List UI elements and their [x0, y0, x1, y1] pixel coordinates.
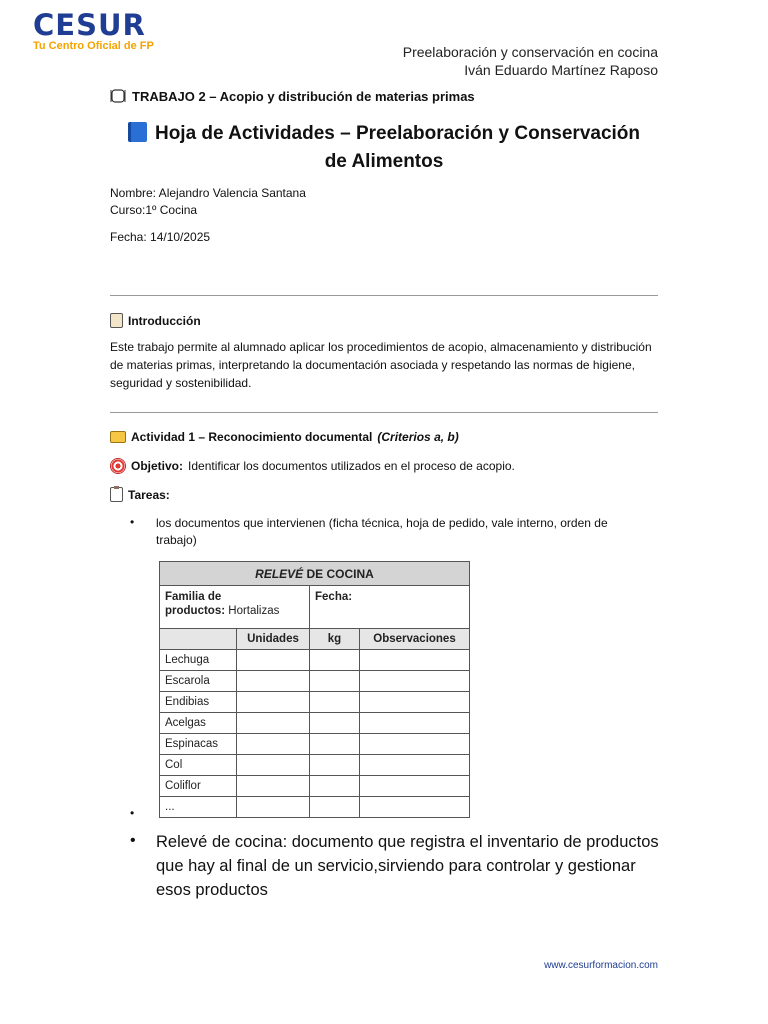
objective-label: Objetivo:: [131, 459, 184, 473]
objective-text: Identificar los documentos utilizados en el proceso de acopio.: [188, 459, 515, 473]
student-course: Curso:1º Cocina: [110, 203, 198, 217]
bullet-dot: •: [130, 515, 135, 529]
table-row: [160, 755, 470, 776]
plate-cutlery-icon: [110, 88, 126, 104]
tasks-label: Tareas:: [128, 487, 170, 502]
family-cell: [160, 586, 310, 629]
column-header: Unidades: [237, 629, 310, 650]
objective-line: [110, 458, 515, 474]
student-info: [110, 185, 306, 219]
scroll-icon: [110, 313, 123, 328]
row-label: Endibias: [160, 692, 237, 713]
table-row: [160, 797, 470, 818]
intro-heading: [110, 313, 201, 328]
trabajo-heading: [110, 88, 475, 104]
cesur-logo: [33, 10, 154, 52]
intro-paragraph: Este trabajo permite al alumnado aplicar los procedimientos de acopio, almacenamiento y distribución de materias primas, interpretando la documentación asociada y respetando las normas de higiene, seguridad y sostenibilidad.: [110, 340, 652, 390]
row-label: ...: [160, 797, 237, 818]
logo-main-text: CESUR: [33, 8, 146, 42]
activity-heading: [110, 430, 459, 444]
date-cell: [310, 586, 470, 629]
releve-table: [159, 561, 470, 818]
title-line-2: de Alimentos: [324, 151, 444, 172]
bullet-dot: •: [130, 806, 135, 820]
trabajo-title: TRABAJO 2 – Acopio y distribución de materias primas: [132, 88, 475, 104]
row-label: Escarola: [160, 671, 237, 692]
table-row: [160, 671, 470, 692]
folder-icon: [110, 431, 126, 443]
course-name: Preelaboración y conservación en cocina: [402, 44, 658, 60]
activity-criteria: (Criterios a, b): [377, 430, 459, 444]
clipboard-icon: [110, 487, 123, 502]
row-label: Espinacas: [160, 734, 237, 755]
footer-website[interactable]: www.cesurformacion.com: [544, 960, 658, 971]
student-name: Nombre: Alejandro Valencia Santana: [110, 186, 306, 200]
table-row: [160, 650, 470, 671]
author-name: Iván Eduardo Martínez Raposo: [464, 62, 658, 78]
page-title: [110, 120, 658, 176]
family-label-2: productos:: [165, 605, 226, 617]
column-header: Observaciones: [360, 629, 470, 650]
row-label: Lechuga: [160, 650, 237, 671]
title-line-1: Hoja de Actividades – Preelaboración y Conservación: [154, 123, 641, 144]
activity-title: Actividad 1 – Reconocimiento documental: [131, 430, 373, 444]
table-row: [160, 713, 470, 734]
row-label: Col: [160, 755, 237, 776]
bullet-dot: •: [130, 832, 136, 849]
divider: [110, 295, 658, 296]
table-row: [160, 734, 470, 755]
date: Fecha: 14/10/2025: [110, 230, 211, 244]
releve-definition: Relevé de cocina: documento que registra el inventario de productos que hay al final de un servicio,sirviendo para controlar y gestionar esos productos: [156, 833, 659, 899]
page-header: [403, 43, 658, 79]
blank-header: [160, 629, 237, 650]
table-title: [160, 562, 470, 586]
task-item: los documentos que intervienen (ficha técnica, hoja de pedido, vale interno, orden de trabajo): [156, 516, 608, 547]
tasks-heading: [110, 487, 170, 502]
column-header: kg: [310, 629, 360, 650]
table-row: [160, 692, 470, 713]
table-row: [160, 776, 470, 797]
target-icon: [110, 458, 126, 474]
table-date-label: Fecha:: [315, 591, 353, 603]
releve-table-image: [159, 561, 470, 815]
table-title-rest: DE COCINA: [303, 566, 374, 581]
family-label-1: Familia de: [165, 591, 222, 603]
logo-tagline: Tu Centro Oficial de FP: [33, 40, 154, 52]
table-title-italic: RELEVÉ: [255, 566, 304, 581]
row-label: Coliflor: [160, 776, 237, 797]
row-label: Acelgas: [160, 713, 237, 734]
divider: [110, 412, 658, 413]
blue-book-icon: [128, 122, 147, 142]
intro-title: Introducción: [128, 313, 201, 328]
family-value: Hortalizas: [225, 605, 280, 617]
